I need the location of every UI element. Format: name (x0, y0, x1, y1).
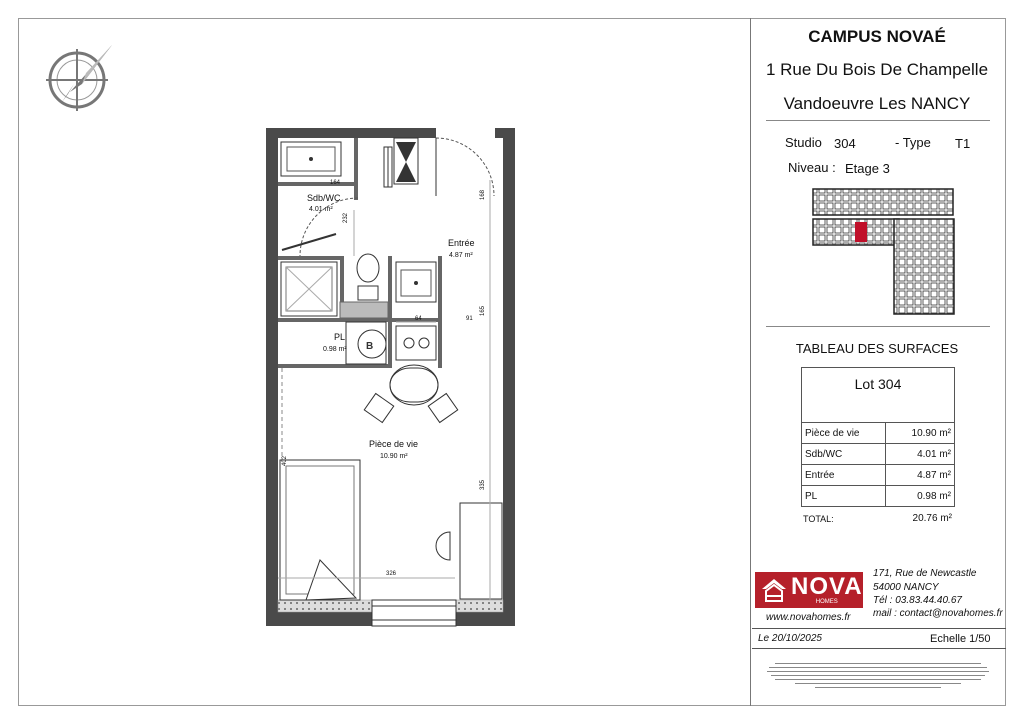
surface-value: 0.98 m² (886, 486, 955, 507)
plan-scale: Echelle 1/50 (930, 633, 991, 645)
logo-text: NOVA (791, 573, 863, 600)
surfaces-table (801, 422, 955, 507)
total-label: TOTAL: (803, 514, 834, 524)
surfaces-title: TABLEAU DES SURFACES (795, 341, 959, 356)
divider (752, 648, 1006, 649)
dim-label: 91 (466, 316, 473, 322)
svg-text:B: B (366, 341, 374, 352)
plan-date: Le 20/10/2025 (758, 633, 822, 644)
address-line-1: 1 Rue Du Bois De Champelle (765, 60, 989, 79)
dim-label: 168 (480, 189, 487, 201)
key-plan-map (810, 186, 970, 320)
dim-label: 165 (480, 305, 487, 317)
project-title: CAMPUS NOVAÉ (808, 27, 946, 46)
studio-label: Studio (785, 135, 822, 150)
table-row (802, 423, 955, 444)
table-row (802, 465, 955, 486)
room-area-entree: 4.87 m² (449, 252, 473, 259)
surface-value: 4.01 m² (886, 444, 955, 465)
dim-label: 232 (343, 212, 350, 224)
room-label-piece-de-vie: Pièce de vie (369, 439, 419, 449)
type-value: T1 (955, 136, 971, 151)
studio-number: 304 (834, 136, 856, 151)
surface-name: Entrée (802, 465, 886, 486)
type-label: - Type (895, 135, 931, 150)
table-row (802, 486, 955, 507)
divider (766, 120, 990, 121)
surface-name: PL (802, 486, 886, 507)
surface-value: 4.87 m² (886, 465, 955, 486)
nova-logo (755, 572, 863, 608)
surface-name: Pièce de vie (802, 423, 886, 444)
room-area-piece-de-vie: 10.90 m² (380, 453, 408, 460)
company-city: 54000 NANCY (873, 582, 939, 593)
room-area-sdb: 4.01 m² (309, 206, 333, 213)
dim-label: 164 (330, 180, 341, 186)
level-value: Etage 3 (845, 161, 890, 176)
company-phone: Tél : 03.83.44.40.67 (873, 595, 962, 606)
lot-label: Lot 304 (854, 376, 902, 392)
room-label-pl: PL (334, 332, 346, 342)
dim-label: 326 (386, 571, 397, 577)
surface-name: Sdb/WC (802, 444, 886, 465)
legal-disclaimer (765, 660, 991, 691)
address-line-2: Vandoeuvre Les NANCY (783, 94, 971, 113)
divider (766, 326, 990, 327)
room-label-entree: Entrée (448, 238, 475, 248)
dim-label: 335 (480, 479, 487, 491)
table-row (802, 444, 955, 465)
logo-sub: HOMES (815, 599, 838, 605)
dim-label: 64 (415, 316, 422, 322)
room-label-sdb: Sdb/WC (307, 193, 341, 203)
logo-house-icon (761, 577, 787, 603)
surface-value: 10.90 m² (886, 423, 955, 444)
company-website[interactable]: www.novahomes.fr (766, 612, 851, 623)
level-label: Niveau : (788, 160, 836, 175)
company-street: 171, Rue de Newcastle (873, 568, 977, 579)
divider (752, 628, 1006, 629)
company-email[interactable]: mail : contact@novahomes.fr (873, 608, 1003, 619)
dim-label: 402 (282, 455, 289, 467)
total-value: 20.76 m² (912, 513, 952, 524)
room-area-pl: 0.98 m² (323, 346, 347, 353)
